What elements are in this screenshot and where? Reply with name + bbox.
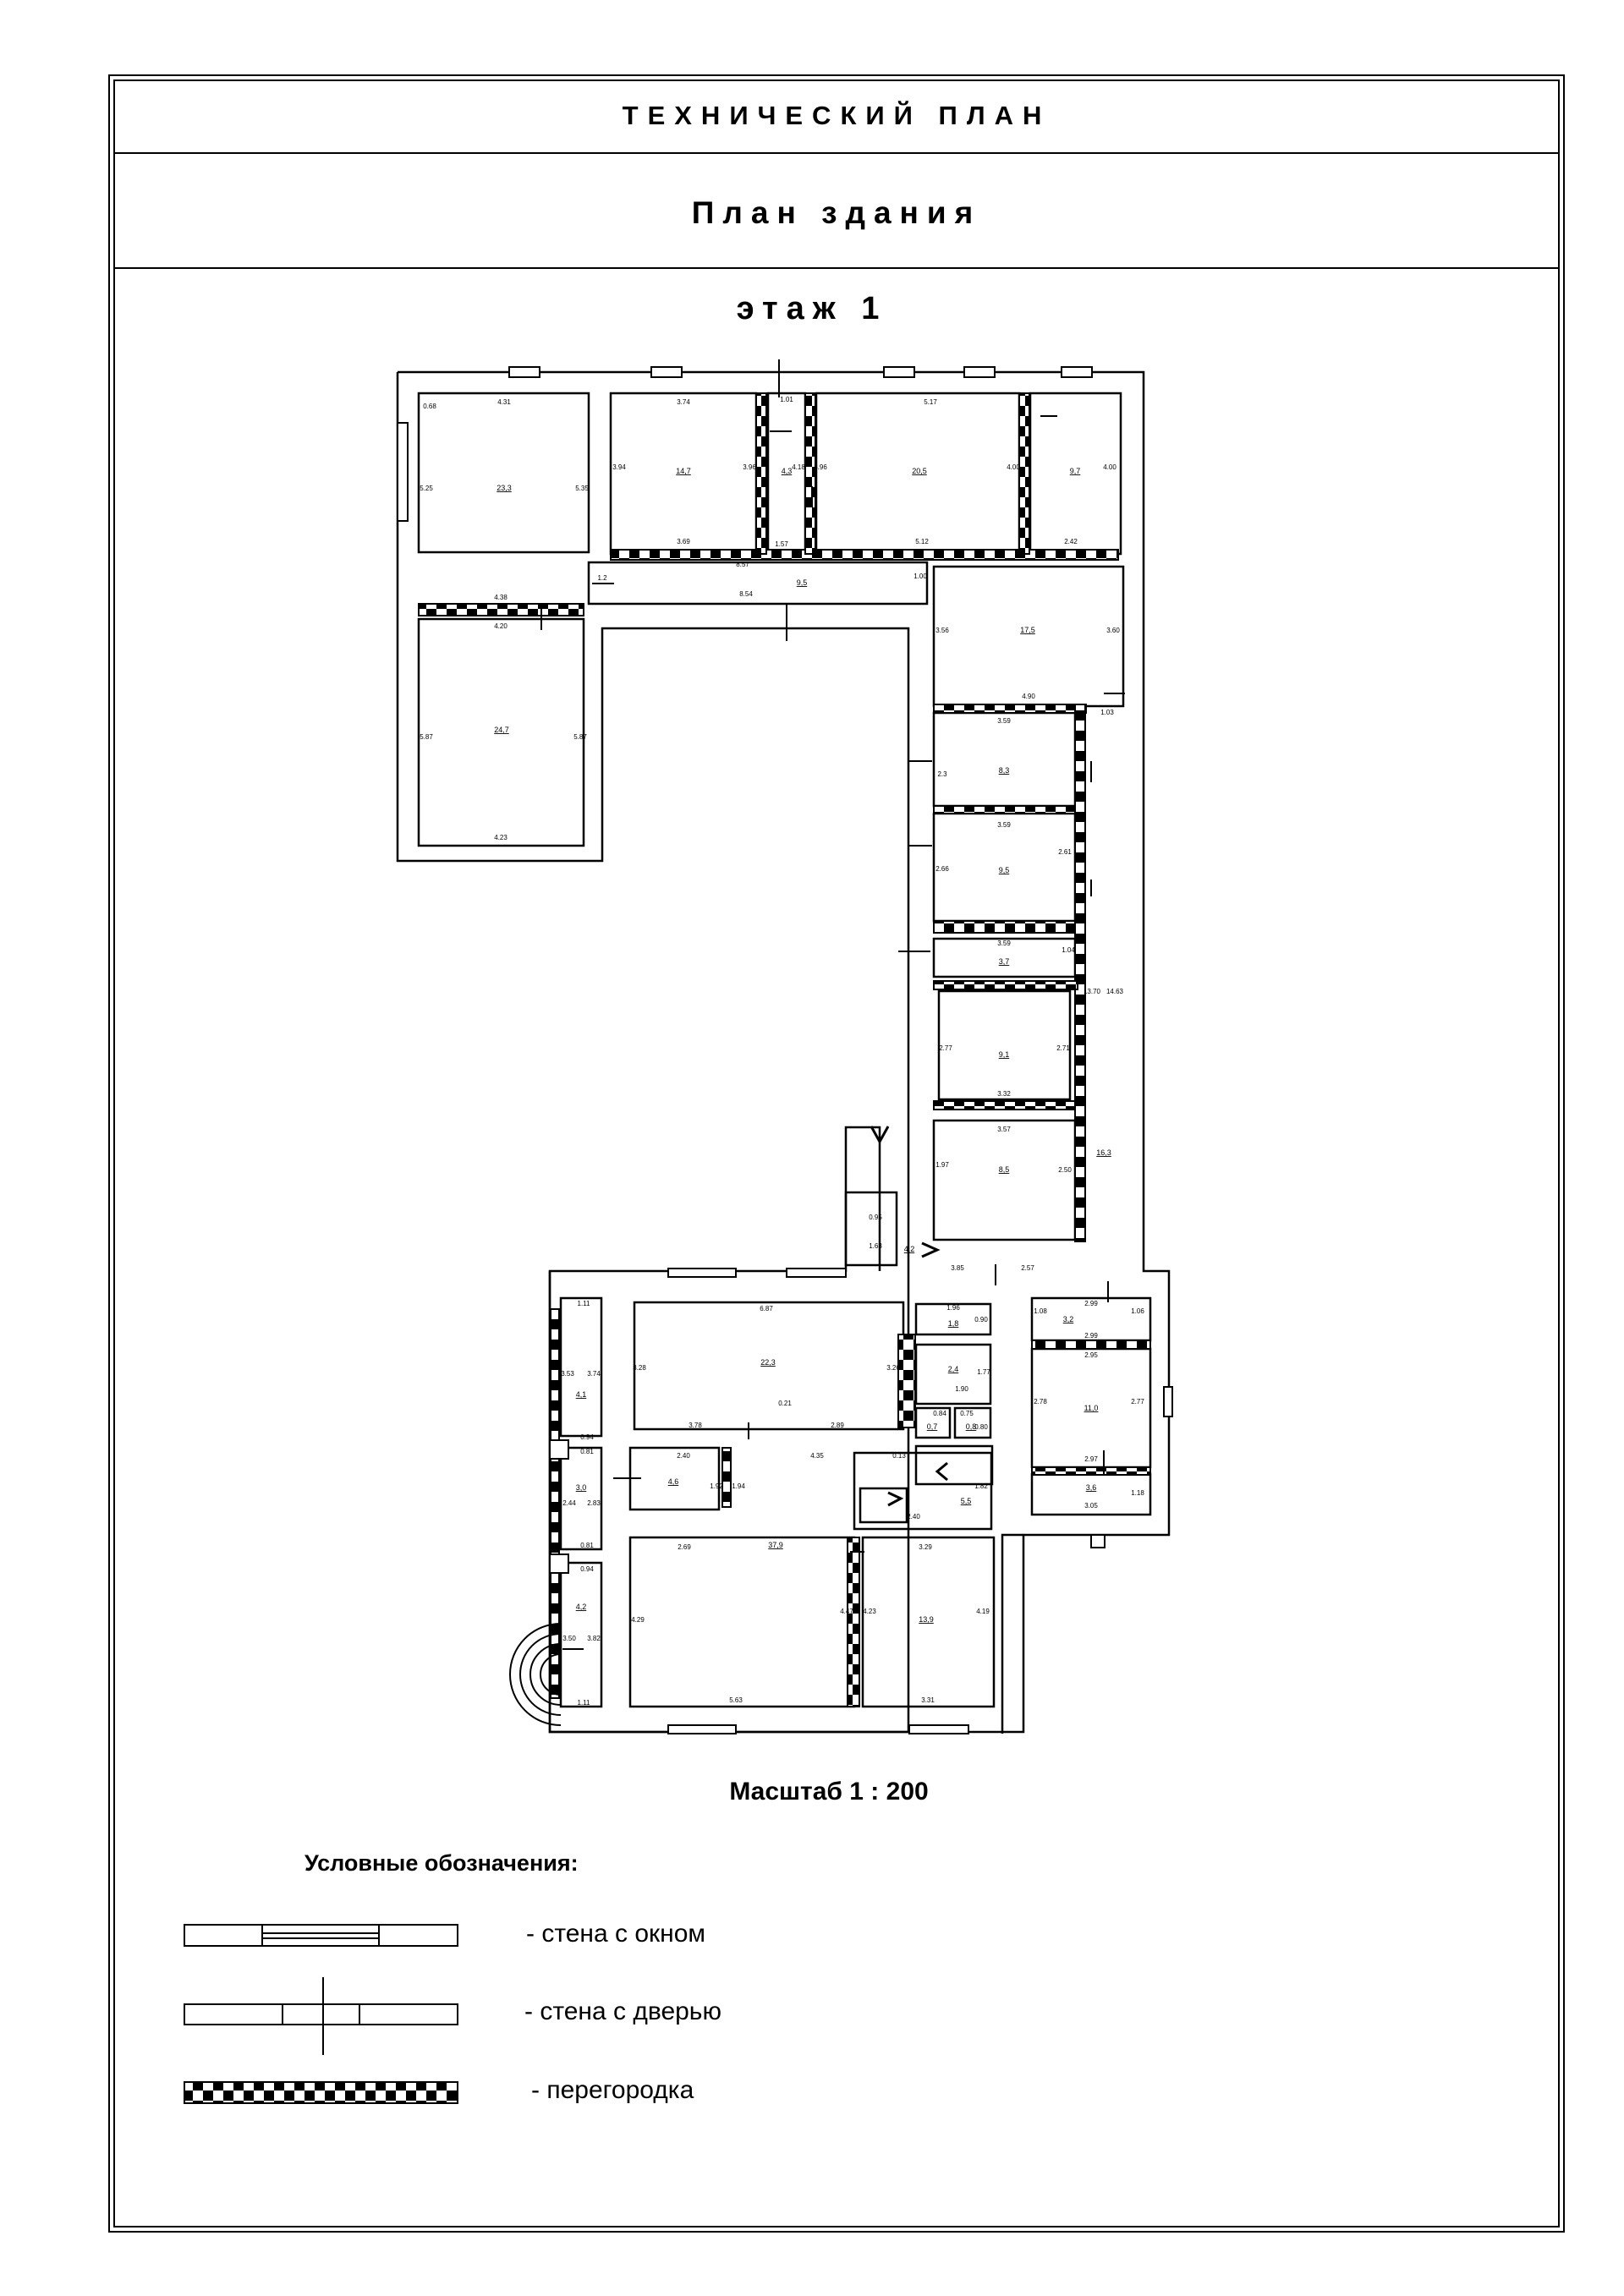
dimension-label: 3.94 (612, 463, 626, 471)
dimension-label: 3.78 (689, 1422, 702, 1429)
dimension-label: 3.26 (886, 1364, 900, 1372)
room-area-r4: 4,3 (781, 467, 793, 475)
dimension-label: 2.57 (1021, 1264, 1034, 1272)
room-area-r15: 4,2 (903, 1245, 915, 1253)
dimension-label: 5.17 (924, 398, 937, 406)
dimension-label: 4.35 (810, 1452, 824, 1460)
dimension-label: 3.53 (561, 1370, 574, 1378)
room-area-r5: 20,5 (912, 467, 927, 475)
dimension-label: 3.96 (743, 463, 756, 471)
room-area-r11: 3,7 (998, 957, 1010, 966)
dimension-label: 3.56 (935, 627, 949, 634)
dimension-label: 3.82 (587, 1635, 601, 1642)
dimension-label: 1.08 (1034, 1307, 1047, 1315)
dimension-label: 5.63 (729, 1696, 743, 1704)
room-area-r13: 8,5 (998, 1165, 1010, 1174)
dimension-label: 3.60 (1106, 627, 1120, 634)
dimension-label: 0.95 (869, 1214, 882, 1221)
dimension-label: 1.03 (1100, 709, 1114, 716)
dimension-label: 0.90 (974, 1316, 988, 1323)
dimension-label: 6.87 (760, 1305, 773, 1312)
room-area-r2: 24,7 (494, 726, 509, 734)
dimension-label: 1.82 (974, 1482, 988, 1490)
dimension-label: 2.77 (1131, 1398, 1144, 1406)
room-area-r9: 8,3 (998, 766, 1010, 775)
room-area-r14: 16,3 (1096, 1148, 1111, 1157)
room-area-r28: 3,2 (1062, 1315, 1074, 1323)
dimension-label: 13.70 (1083, 988, 1101, 995)
dimension-label: 2.3 (937, 770, 947, 778)
dimension-label: 2.83 (587, 1499, 601, 1507)
legend-label-partition: - перегородка (531, 2076, 694, 2104)
dimension-label: 4.23 (494, 834, 508, 841)
dimension-label: 0.94 (580, 1565, 594, 1573)
dimension-label: 1.96 (946, 1304, 960, 1312)
dimension-label: 2.71 (1056, 1044, 1070, 1052)
dimension-label: 1.2 (597, 574, 607, 582)
dimension-label: 2.66 (935, 865, 949, 873)
room-area-r21: 4,1 (575, 1390, 587, 1399)
room-area-r27: 4,2 (575, 1603, 587, 1611)
dimension-label: 2.69 (678, 1543, 691, 1551)
dimension-label: 3.74 (677, 398, 690, 406)
dimension-label: 3.59 (997, 940, 1011, 947)
dimension-label: 2.50 (1058, 1166, 1072, 1174)
room-area-r22: 3,0 (575, 1483, 587, 1492)
dimension-label: 1.63 (869, 1242, 882, 1250)
dimension-label: 5.25 (420, 485, 433, 492)
room-area-r23: 4,6 (667, 1477, 679, 1486)
dimension-label: 1.92 (710, 1482, 723, 1490)
room-area-r1: 23,3 (497, 484, 512, 492)
dimension-label: 3.96 (814, 463, 827, 471)
room-area-r8: 17,5 (1020, 626, 1035, 634)
legend-title: Условные обозначения: (304, 1850, 579, 1876)
dimension-label: 3.69 (677, 538, 690, 545)
dimension-label: 3.31 (921, 1696, 935, 1704)
dimension-label: 2.99 (1084, 1332, 1098, 1340)
dimension-label: 0.80 (974, 1423, 988, 1431)
dimension-label: 5.12 (915, 538, 929, 545)
dimension-label: 1.90 (955, 1385, 968, 1393)
room-area-r19: 0,7 (926, 1422, 938, 1431)
dimension-label: 0.81 (580, 1542, 594, 1549)
dimension-label: 2.97 (1084, 1455, 1098, 1463)
dimension-label: 1.77 (977, 1368, 990, 1376)
dimension-label: 1.97 (935, 1161, 949, 1169)
dimension-label: 3.29 (919, 1543, 932, 1551)
dimension-label: 2.89 (831, 1422, 844, 1429)
dimension-label: 1.11 (577, 1300, 590, 1307)
dimension-label: 3.74 (587, 1370, 601, 1378)
dimension-label: 1.06 (1131, 1307, 1144, 1315)
document-subtitle: План здания (113, 159, 1560, 269)
dimension-label: 3.32 (997, 1090, 1011, 1098)
room-area-r30: 3,6 (1085, 1483, 1097, 1492)
dimension-label: 1.04 (1062, 946, 1075, 954)
room-area-r7: 9,5 (796, 578, 808, 587)
dimension-label: 4.31 (497, 398, 511, 406)
dimension-label: 2.42 (1064, 538, 1078, 545)
room-area-r3: 14,7 (676, 467, 691, 475)
dimension-label: 2.78 (1034, 1398, 1047, 1406)
room-area-r10: 9,5 (998, 866, 1010, 874)
dimension-label: 4.20 (494, 622, 508, 630)
legend-wall-door-symbol (184, 2004, 458, 2025)
dimension-label: 1.94 (732, 1482, 745, 1490)
dimension-label: 4.47 (840, 1608, 853, 1615)
dimension-label: 3.05 (1084, 1502, 1098, 1510)
room-area-r16: 22,3 (760, 1358, 776, 1367)
room-area-r24: 37,9 (768, 1541, 783, 1549)
dimension-label: 3.59 (997, 717, 1011, 725)
dimension-label: 5.87 (573, 733, 587, 741)
floor-title: этаж 1 (736, 291, 888, 326)
dimension-label: 3.57 (997, 1126, 1011, 1133)
dimension-label: 0.81 (580, 1448, 594, 1455)
dimension-label: 2.61 (1058, 848, 1072, 856)
dimension-label: 4.18 (792, 463, 805, 471)
dimension-label: 3.28 (633, 1364, 646, 1372)
legend-label-window: - стена с окном (526, 1920, 706, 1948)
room-area-r6: 9,7 (1069, 467, 1081, 475)
dimension-label: 3.50 (562, 1635, 576, 1642)
dimension-label: 8.57 (736, 561, 749, 568)
dimension-label: 0.68 (423, 403, 436, 410)
dimension-label: 1.57 (775, 540, 788, 548)
dimension-label: 1.18 (1131, 1489, 1144, 1497)
dimension-label: 14.63 (1106, 988, 1124, 995)
dimension-label: 4.00 (1007, 463, 1020, 471)
legend-wall-window-symbol (184, 1925, 458, 1946)
dimension-label: 1.00 (914, 573, 927, 580)
room-area-r12: 9,1 (998, 1050, 1010, 1059)
room-area-r20: 0,8 (965, 1422, 977, 1431)
document-title: ТЕХНИЧЕСКИЙ ПЛАН (113, 79, 1560, 154)
dimension-label: 2.40 (677, 1452, 690, 1460)
dimension-label: 1.11 (577, 1699, 590, 1707)
scale-label: Масштаб 1 : 200 (729, 1778, 929, 1806)
dimension-label: 2.40 (907, 1513, 920, 1521)
dimension-label: 4.00 (1103, 463, 1116, 471)
dimension-label: 4.19 (976, 1608, 990, 1615)
dimension-label: 5.87 (420, 733, 433, 741)
room-area-r26: 13,9 (919, 1615, 934, 1624)
room-area-r17: 1,8 (947, 1319, 959, 1328)
room-area-r29: 11,0 (1084, 1404, 1099, 1412)
room-area-r18: 2,4 (947, 1365, 959, 1373)
room-area-r25: 5,5 (960, 1497, 972, 1505)
dimension-label: 8.54 (739, 590, 753, 598)
legend-label-door: - стена с дверью (524, 1997, 721, 2025)
dimension-label: 0.13 (892, 1452, 906, 1460)
dimension-label: 4.29 (631, 1616, 645, 1624)
dimension-label: 0.84 (933, 1410, 946, 1417)
dimension-label: 3.59 (997, 821, 1011, 829)
dimension-label: 2.44 (562, 1499, 576, 1507)
dimension-label: 0.94 (580, 1433, 594, 1441)
dimension-label: 0.75 (960, 1410, 974, 1417)
dimension-label: 3.85 (951, 1264, 964, 1272)
dimension-label: 4.38 (494, 594, 508, 601)
dimension-label: 2.77 (939, 1044, 952, 1052)
dimension-label: 4.90 (1022, 693, 1035, 700)
dimension-label: 5.35 (575, 485, 589, 492)
dimension-label: 0.21 (778, 1400, 792, 1407)
dimension-label: 2.99 (1084, 1300, 1098, 1307)
dimension-label: 4.23 (863, 1608, 876, 1615)
legend-partition-symbol (184, 2082, 458, 2103)
dimension-label: 1.01 (780, 396, 793, 403)
dimension-label: 2.95 (1084, 1351, 1098, 1359)
